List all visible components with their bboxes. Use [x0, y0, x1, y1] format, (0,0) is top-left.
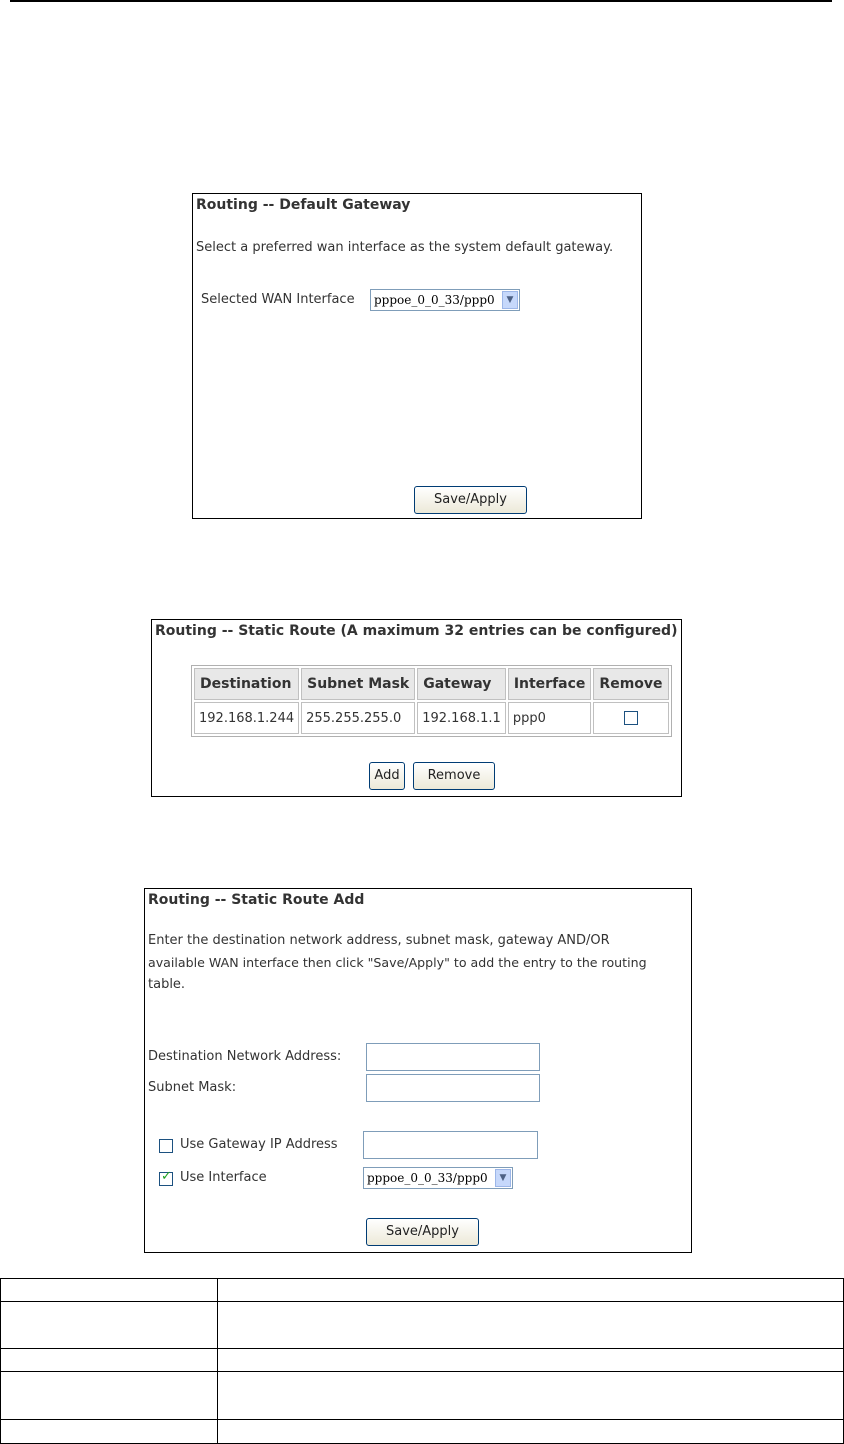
header-subnet-mask: Subnet Mask	[301, 668, 415, 700]
table-row	[1, 1279, 844, 1302]
header-destination: Destination	[194, 668, 299, 700]
remove-button[interactable]: Remove	[413, 762, 495, 790]
header-remove: Remove	[593, 668, 668, 700]
table-cell	[1, 1420, 218, 1444]
cell-gateway: 192.168.1.1	[417, 702, 506, 734]
table-row	[194, 702, 669, 734]
table-row	[1, 1302, 844, 1349]
table-cell	[218, 1420, 844, 1444]
interface-value: pppoe_0_0_33/ppp0	[367, 1171, 488, 1185]
top-rule	[10, 0, 832, 2]
wan-interface-value: pppoe_0_0_33/ppp0	[374, 293, 495, 307]
subnet-mask-label: Subnet Mask:	[148, 1080, 237, 1095]
static-route-add-title: Routing -- Static Route Add	[148, 892, 365, 908]
cell-interface: ppp0	[508, 702, 592, 734]
cell-remove	[593, 702, 668, 734]
remove-checkbox[interactable]	[624, 711, 638, 725]
cell-subnet-mask: 255.255.255.0	[301, 702, 415, 734]
checkmark-icon: ✓	[161, 1169, 172, 1184]
static-route-title: Routing -- Static Route (A maximum 32 entries can be configured)	[155, 623, 678, 639]
save-apply-button[interactable]: Save/Apply	[366, 1218, 479, 1246]
table-cell	[1, 1302, 218, 1349]
table-cell	[218, 1279, 844, 1302]
chevron-down-icon[interactable]: ▼	[502, 291, 518, 309]
static-route-table	[191, 665, 672, 737]
default-gateway-title: Routing -- Default Gateway	[196, 197, 411, 213]
cell-destination: 192.168.1.244	[194, 702, 299, 734]
wan-interface-select[interactable]	[370, 289, 520, 311]
static-route-add-panel	[144, 888, 692, 1253]
static-route-add-description-line1: Enter the destination network address, subnet mask, gateway AND/OR	[148, 933, 610, 948]
header-gateway: Gateway	[417, 668, 506, 700]
default-gateway-panel	[192, 193, 642, 519]
table-cell	[1, 1349, 218, 1372]
chevron-down-icon[interactable]: ▼	[495, 1169, 511, 1187]
wan-interface-label: Selected WAN Interface	[201, 292, 355, 307]
table-cell	[1, 1279, 218, 1302]
table-row	[1, 1420, 844, 1444]
interface-select[interactable]	[363, 1167, 513, 1189]
table-row	[1, 1372, 844, 1420]
use-interface-label: Use Interface	[180, 1170, 267, 1185]
destination-network-address-label: Destination Network Address:	[148, 1049, 342, 1064]
destination-network-address-input[interactable]	[366, 1043, 540, 1071]
save-apply-button[interactable]: Save/Apply	[414, 486, 527, 514]
table-header-row	[194, 668, 669, 700]
subnet-mask-input[interactable]	[366, 1074, 540, 1102]
static-route-panel	[151, 619, 682, 797]
table-cell	[218, 1349, 844, 1372]
bottom-table	[0, 1278, 844, 1444]
table-cell	[1, 1372, 218, 1420]
header-interface: Interface	[508, 668, 592, 700]
gateway-ip-input[interactable]	[363, 1131, 538, 1159]
static-route-add-description-line2: available WAN interface then click "Save/Apply" to add the entry to the routing	[148, 955, 647, 970]
table-row	[1, 1349, 844, 1372]
use-interface-checkbox[interactable]	[159, 1169, 173, 1186]
use-gateway-checkbox[interactable]	[159, 1139, 173, 1153]
use-gateway-label: Use Gateway IP Address	[180, 1137, 338, 1152]
table-cell	[218, 1372, 844, 1420]
table-cell	[218, 1302, 844, 1349]
static-route-add-description-line3: table.	[148, 977, 186, 992]
default-gateway-description: Select a preferred wan interface as the system default gateway.	[196, 240, 614, 255]
add-button[interactable]: Add	[369, 762, 405, 790]
